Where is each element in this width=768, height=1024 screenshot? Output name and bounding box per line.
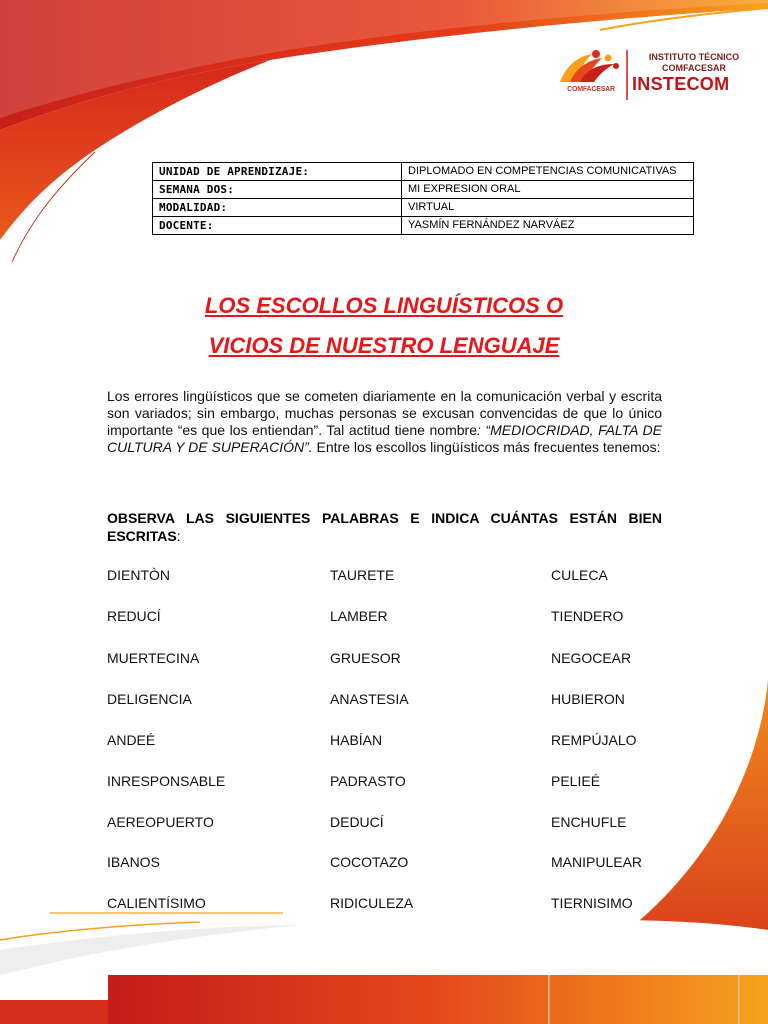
info-value: MI EXPRESION ORAL	[402, 181, 694, 199]
table-row	[153, 199, 694, 217]
word-item: REMPÚJALO	[551, 732, 637, 748]
word-item: PADRASTO	[330, 773, 406, 789]
info-value: YASMÍN FERNÁNDEZ NARVÁEZ	[402, 217, 694, 235]
info-label: UNIDAD DE APRENDIZAJE:	[153, 163, 402, 181]
word-item: ENCHUFLE	[551, 814, 627, 830]
word-item: HUBIERON	[551, 691, 625, 707]
word-item: CALIENTÍSIMO	[107, 895, 206, 911]
course-info-table	[152, 162, 694, 235]
word-item: INRESPONSABLE	[107, 773, 226, 789]
word-item: AEREOPUERTO	[107, 814, 214, 830]
word-item: REDUCÍ	[107, 608, 161, 624]
logo-institute-name: INSTECOM	[632, 74, 730, 94]
word-item: GRUESOR	[330, 650, 401, 666]
instruction-colon: :	[176, 528, 181, 544]
word-item: MUERTECINA	[107, 650, 200, 666]
word-item: DEDUCÍ	[330, 814, 384, 830]
word-item: LAMBER	[330, 608, 388, 624]
word-item: CULECA	[551, 567, 608, 583]
document-title-line1: LOS ESCOLLOS LINGUÍSTICOS O	[204, 293, 564, 318]
word-item: RIDICULEZA	[330, 895, 414, 911]
word-item: TIERNISIMO	[551, 895, 633, 911]
instruction-text: OBSERVA LAS SIGUIENTES PALABRAS E INDICA CUÁNTAS ESTÁN BIEN ESCRITAS	[107, 510, 662, 544]
word-item: DIENTÒN	[107, 567, 170, 583]
paragraph-quote: : “MEDIOCRIDAD, FALTA DE CULTURA Y DE SUPERACIÓN”.	[107, 422, 662, 455]
word-item: HABÍAN	[330, 732, 383, 748]
table-row	[153, 163, 694, 181]
word-item: COCOTAZO	[330, 854, 409, 870]
word-item: MANIPULEAR	[551, 854, 643, 870]
table-row	[153, 181, 694, 199]
exercise-instruction	[107, 509, 662, 545]
info-label: MODALIDAD:	[153, 199, 402, 217]
instecom-logo	[556, 48, 756, 104]
logo-brand-small: COMFACESAR	[567, 86, 615, 93]
word-item: TIENDERO	[551, 608, 624, 624]
comfacesar-logo-icon	[556, 48, 624, 102]
word-item: IBANOS	[107, 854, 160, 870]
logo-institute-line2: COMFACESAR	[661, 63, 726, 73]
info-label: SEMANA DOS:	[153, 181, 402, 199]
logo-separator	[626, 50, 628, 100]
info-value: VIRTUAL	[402, 199, 694, 217]
logo-institute-line1: INSTITUTO TÉCNICO	[648, 52, 740, 62]
paragraph-text: Los errores lingüísticos que se cometen diariamente en la comunicación verbal y escrita son variados; sin embargo, muchas personas se excusan convencidas de que lo único importante “es que los entiendan”. Tal actitud tiene nombre	[107, 388, 662, 438]
table-row	[153, 217, 694, 235]
word-item: ANDEÉ	[107, 732, 156, 748]
word-item: ANASTESIA	[330, 691, 409, 707]
word-item: TAURETE	[330, 567, 395, 583]
paragraph-text-end: Entre los escollos lingüísticos más frecuentes tenemos:	[312, 439, 661, 455]
info-value: DIPLOMADO EN COMPETENCIAS COMUNICATIVAS	[402, 163, 694, 181]
word-item: PELIEÉ	[551, 773, 601, 789]
word-item: DELIGENCIA	[107, 691, 192, 707]
intro-paragraph	[107, 388, 662, 456]
info-label: DOCENTE:	[153, 217, 402, 235]
word-item: NEGOCEAR	[551, 650, 632, 666]
document-title-line2: VICIOS DE NUESTRO LENGUAJE	[208, 333, 560, 358]
